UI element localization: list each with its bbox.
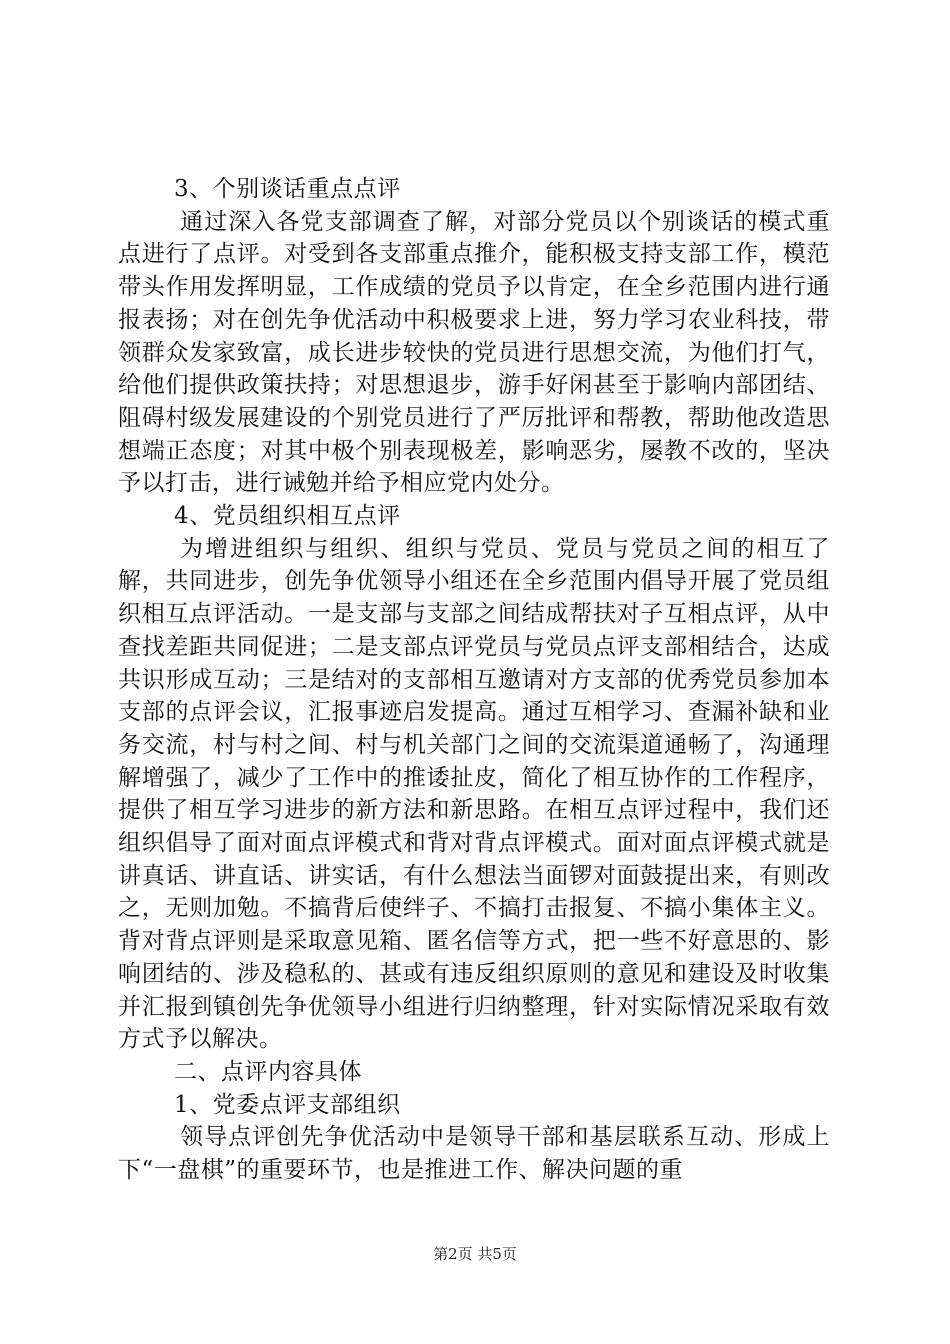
document-body — [118, 173, 830, 1187]
section-heading-review-content: 二、点评内容具体 — [174, 1058, 362, 1085]
page-number-footer: 第2页 共5页 — [433, 1245, 517, 1263]
paragraph-party-committee-review: 领导点评创先争优活动中是领导干部和基层联系互动、形成上下“一盘棋”的重要环节，也是推进工作、解决问题的重 — [118, 1124, 830, 1184]
section-heading-individual-talk: 3、个别谈话重点点评 — [174, 176, 401, 202]
section-heading-mutual-review: 4、党员组织相互点评 — [174, 503, 401, 530]
section-heading-party-committee-review: 1、党委点评支部组织 — [174, 1091, 401, 1118]
paragraph-individual-talk: 通过深入各党支部调查了解，对部分党员以个别谈话的模式重点进行了点评。对受到各支部重点推介，能积极支持支部工作，模范带头作用发挥明显，工作成绩的党员予以肯定，在全乡范围内进行通报表扬；对在创先争优活动中积极要求上进，努力学习农业科技，带领群众发家致富，成长进步较快的党员进行思想交流，为他们打气，给他们提供政策扶持；对思想退步，游手好闲甚至于影响内部团结、阻碍村级发展建设的个别党员进行了严厉批评和帮教，帮助他改造思想端正态度；对其中极个别表现极差，影响恶劣，屡教不改的，坚决予以打击，进行诫勉并给予相应党内处分。 — [118, 208, 830, 497]
paragraph-mutual-review: 为增进组织与组织、组织与党员、党员与党员之间的相互了解，共同进步，创先争优领导小组还在全乡范围内倡导开展了党员组织相互点评活动。一是支部与支部之间结成帮扶对子互相点评，从中查找差距共同促进；二是支部点评党员与党员点评支部相结合，达成共识形成互动；三是结对的支部相互邀请对方支部的优秀党员参加本支部的点评会议，汇报事迹启发提高。通过互相学习、查漏补缺和业务交流，村与村之间、村与机关部门之间的交流渠道通畅了，沟通理解增强了，减少了工作中的推诿扯皮，简化了相互协作的工作程序，提供了相互学习进步的新方法和新思路。在相互点评过程中，我们还组织倡导了面对面点评模式和背对背点评模式。面对面点评模式就是讲真话、讲直话、讲实话，有什么想法当面锣对面鼓提出来，有则改之，无则加勉。不搞背后使绊子、不搞打击报复、不搞小集体主义。背对背点评则是采取意见箱、匿名信等方式，把一些不好意思的、影响团结的、涉及稳私的、甚或有违反组织原则的意见和建设及时收集并汇报到镇创先争优领导小组进行归纳整理，针对实际情况采取有效方式予以解决。 — [118, 535, 830, 1053]
